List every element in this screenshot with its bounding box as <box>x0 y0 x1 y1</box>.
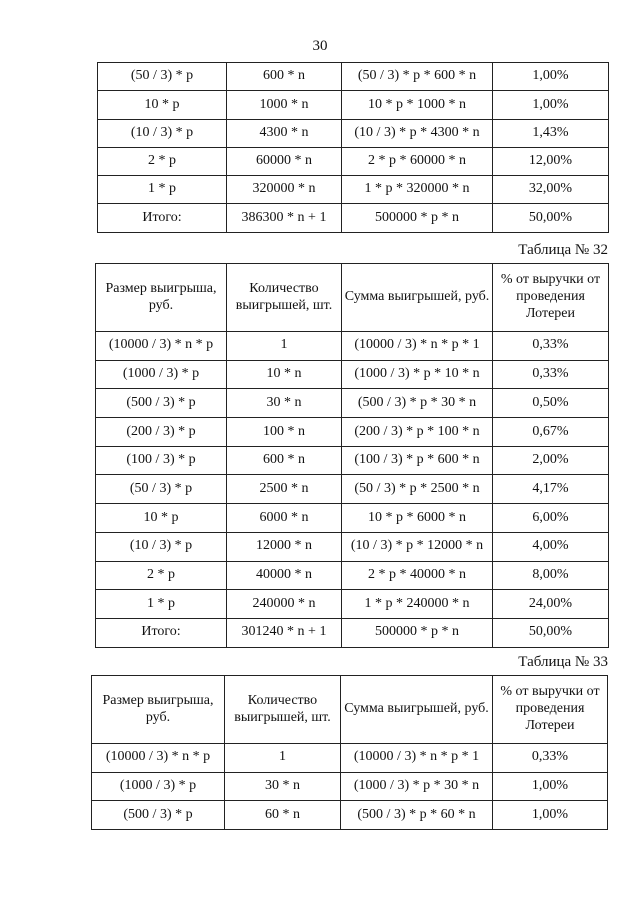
table-cell: 30 * n <box>225 772 341 801</box>
table-cell: 500000 * p * n <box>342 618 493 647</box>
table-caption: Таблица № 32 <box>518 242 608 258</box>
header-cell: Сумма выигрышей, руб. <box>342 264 493 332</box>
table-row <box>98 204 609 232</box>
table-cell: 2 * p * 60000 * n <box>342 147 493 175</box>
header-cell: Количество выигрышей, шт. <box>225 676 341 744</box>
table-cell: (50 / 3) * p * 2500 * n <box>342 475 493 504</box>
table-cell: 0,33% <box>493 332 609 361</box>
table-cell: (10000 / 3) * n * p <box>92 744 225 773</box>
table-cell: Итого: <box>96 618 227 647</box>
table-cell: 0,33% <box>493 360 609 389</box>
table-cell: 1000 * n <box>227 91 342 119</box>
header-cell: % от выручки от проведения Лотереи <box>493 264 609 332</box>
table-cell: 0,33% <box>493 744 608 773</box>
table-32 <box>95 263 609 648</box>
table-cell: 10 * p * 6000 * n <box>342 504 493 533</box>
table-row <box>98 63 609 91</box>
table-cell: 10 * n <box>227 360 342 389</box>
header-cell: Размер выигрыша, руб. <box>92 676 225 744</box>
table-row <box>96 360 609 389</box>
table-cell: 10 * p <box>96 504 227 533</box>
table-row <box>96 590 609 619</box>
table-row <box>96 618 609 647</box>
header-cell: Количество выигрышей, шт. <box>227 264 342 332</box>
table-row <box>96 418 609 447</box>
table-cell: 50,00% <box>493 204 609 232</box>
table-cell: 24,00% <box>493 590 609 619</box>
table-cell: 40000 * n <box>227 561 342 590</box>
table-cell: (10000 / 3) * n * p * 1 <box>342 332 493 361</box>
table-cell: 0,67% <box>493 418 609 447</box>
table-cell: 2,00% <box>493 446 609 475</box>
table-cell: 10 * p * 1000 * n <box>342 91 493 119</box>
table-cell: 320000 * n <box>227 176 342 204</box>
table-cell: (200 / 3) * p <box>96 418 227 447</box>
table-row <box>92 744 608 773</box>
table-cell: 32,00% <box>493 176 609 204</box>
table-cell: 1 <box>227 332 342 361</box>
table-cell: (10 / 3) * p * 12000 * n <box>342 532 493 561</box>
header-cell: Размер выигрыша, руб. <box>96 264 227 332</box>
table-cell: 2 * p <box>96 561 227 590</box>
table-cell: 1,00% <box>493 801 608 830</box>
table-cell: 0,50% <box>493 389 609 418</box>
table-cell: (200 / 3) * p * 100 * n <box>342 418 493 447</box>
table-row <box>96 446 609 475</box>
table-cell: 8,00% <box>493 561 609 590</box>
table-row <box>96 504 609 533</box>
table-row <box>96 532 609 561</box>
table-cell: 100 * n <box>227 418 342 447</box>
table-cell: 4,00% <box>493 532 609 561</box>
table-cell: 600 * n <box>227 63 342 91</box>
table-row <box>98 176 609 204</box>
table-cell: (50 / 3) * p <box>96 475 227 504</box>
header-cell: % от выручки от проведения Лотереи <box>493 676 608 744</box>
table-cell: 1 * p <box>98 176 227 204</box>
table-cell: 1,43% <box>493 119 609 147</box>
table-header-row <box>96 264 609 332</box>
table-cell: 30 * n <box>227 389 342 418</box>
table-cell: 1,00% <box>493 63 609 91</box>
table-cell: 240000 * n <box>227 590 342 619</box>
table-31-continuation <box>97 62 609 233</box>
table-cell: 1 * p * 240000 * n <box>342 590 493 619</box>
table-cell: (10 / 3) * p <box>96 532 227 561</box>
table-cell: 386300 * n + 1 <box>227 204 342 232</box>
table-cell: (10 / 3) * p * 4300 * n <box>342 119 493 147</box>
table-cell: (500 / 3) * p <box>96 389 227 418</box>
table-row <box>92 801 608 830</box>
table-row <box>92 772 608 801</box>
table-cell: 500000 * p * n <box>342 204 493 232</box>
table-cell: 1 * p <box>96 590 227 619</box>
table-cell: (100 / 3) * p * 600 * n <box>342 446 493 475</box>
table-row <box>96 332 609 361</box>
table-header-row <box>92 676 608 744</box>
table-cell: 600 * n <box>227 446 342 475</box>
table-cell: (500 / 3) * p <box>92 801 225 830</box>
table-cell: 10 * p <box>98 91 227 119</box>
table-cell: (10000 / 3) * n * p * 1 <box>341 744 493 773</box>
table-cell: 6,00% <box>493 504 609 533</box>
table-cell: 1 * p * 320000 * n <box>342 176 493 204</box>
table-cell: (1000 / 3) * p <box>92 772 225 801</box>
table-cell: (100 / 3) * p <box>96 446 227 475</box>
table-row <box>98 119 609 147</box>
table-row <box>96 389 609 418</box>
table-cell: 50,00% <box>493 618 609 647</box>
table-cell: 12000 * n <box>227 532 342 561</box>
table-cell: (50 / 3) * p <box>98 63 227 91</box>
page-number: 30 <box>312 38 328 54</box>
table-row <box>96 561 609 590</box>
table-cell: 1,00% <box>493 91 609 119</box>
table-row <box>98 91 609 119</box>
table-row <box>96 475 609 504</box>
table-cell: (500 / 3) * p * 60 * n <box>341 801 493 830</box>
table-cell: 12,00% <box>493 147 609 175</box>
table-cell: (1000 / 3) * p <box>96 360 227 389</box>
table-cell: 4,17% <box>493 475 609 504</box>
table-cell: (10 / 3) * p <box>98 119 227 147</box>
table-row <box>98 147 609 175</box>
table-cell: (10000 / 3) * n * p <box>96 332 227 361</box>
table-cell: 2 * p <box>98 147 227 175</box>
table-cell: 1,00% <box>493 772 608 801</box>
table-cell: (1000 / 3) * p * 30 * n <box>341 772 493 801</box>
table-cell: Итого: <box>98 204 227 232</box>
table-cell: 2500 * n <box>227 475 342 504</box>
table-cell: (500 / 3) * p * 30 * n <box>342 389 493 418</box>
table-cell: 60 * n <box>225 801 341 830</box>
table-33 <box>91 675 608 830</box>
header-cell: Сумма выигрышей, руб. <box>341 676 493 744</box>
table-cell: (50 / 3) * p * 600 * n <box>342 63 493 91</box>
table-cell: 60000 * n <box>227 147 342 175</box>
table-caption: Таблица № 33 <box>518 654 608 670</box>
table-cell: 2 * p * 40000 * n <box>342 561 493 590</box>
table-cell: 1 <box>225 744 341 773</box>
table-cell: (1000 / 3) * p * 10 * n <box>342 360 493 389</box>
table-cell: 301240 * n + 1 <box>227 618 342 647</box>
table-cell: 4300 * n <box>227 119 342 147</box>
table-cell: 6000 * n <box>227 504 342 533</box>
